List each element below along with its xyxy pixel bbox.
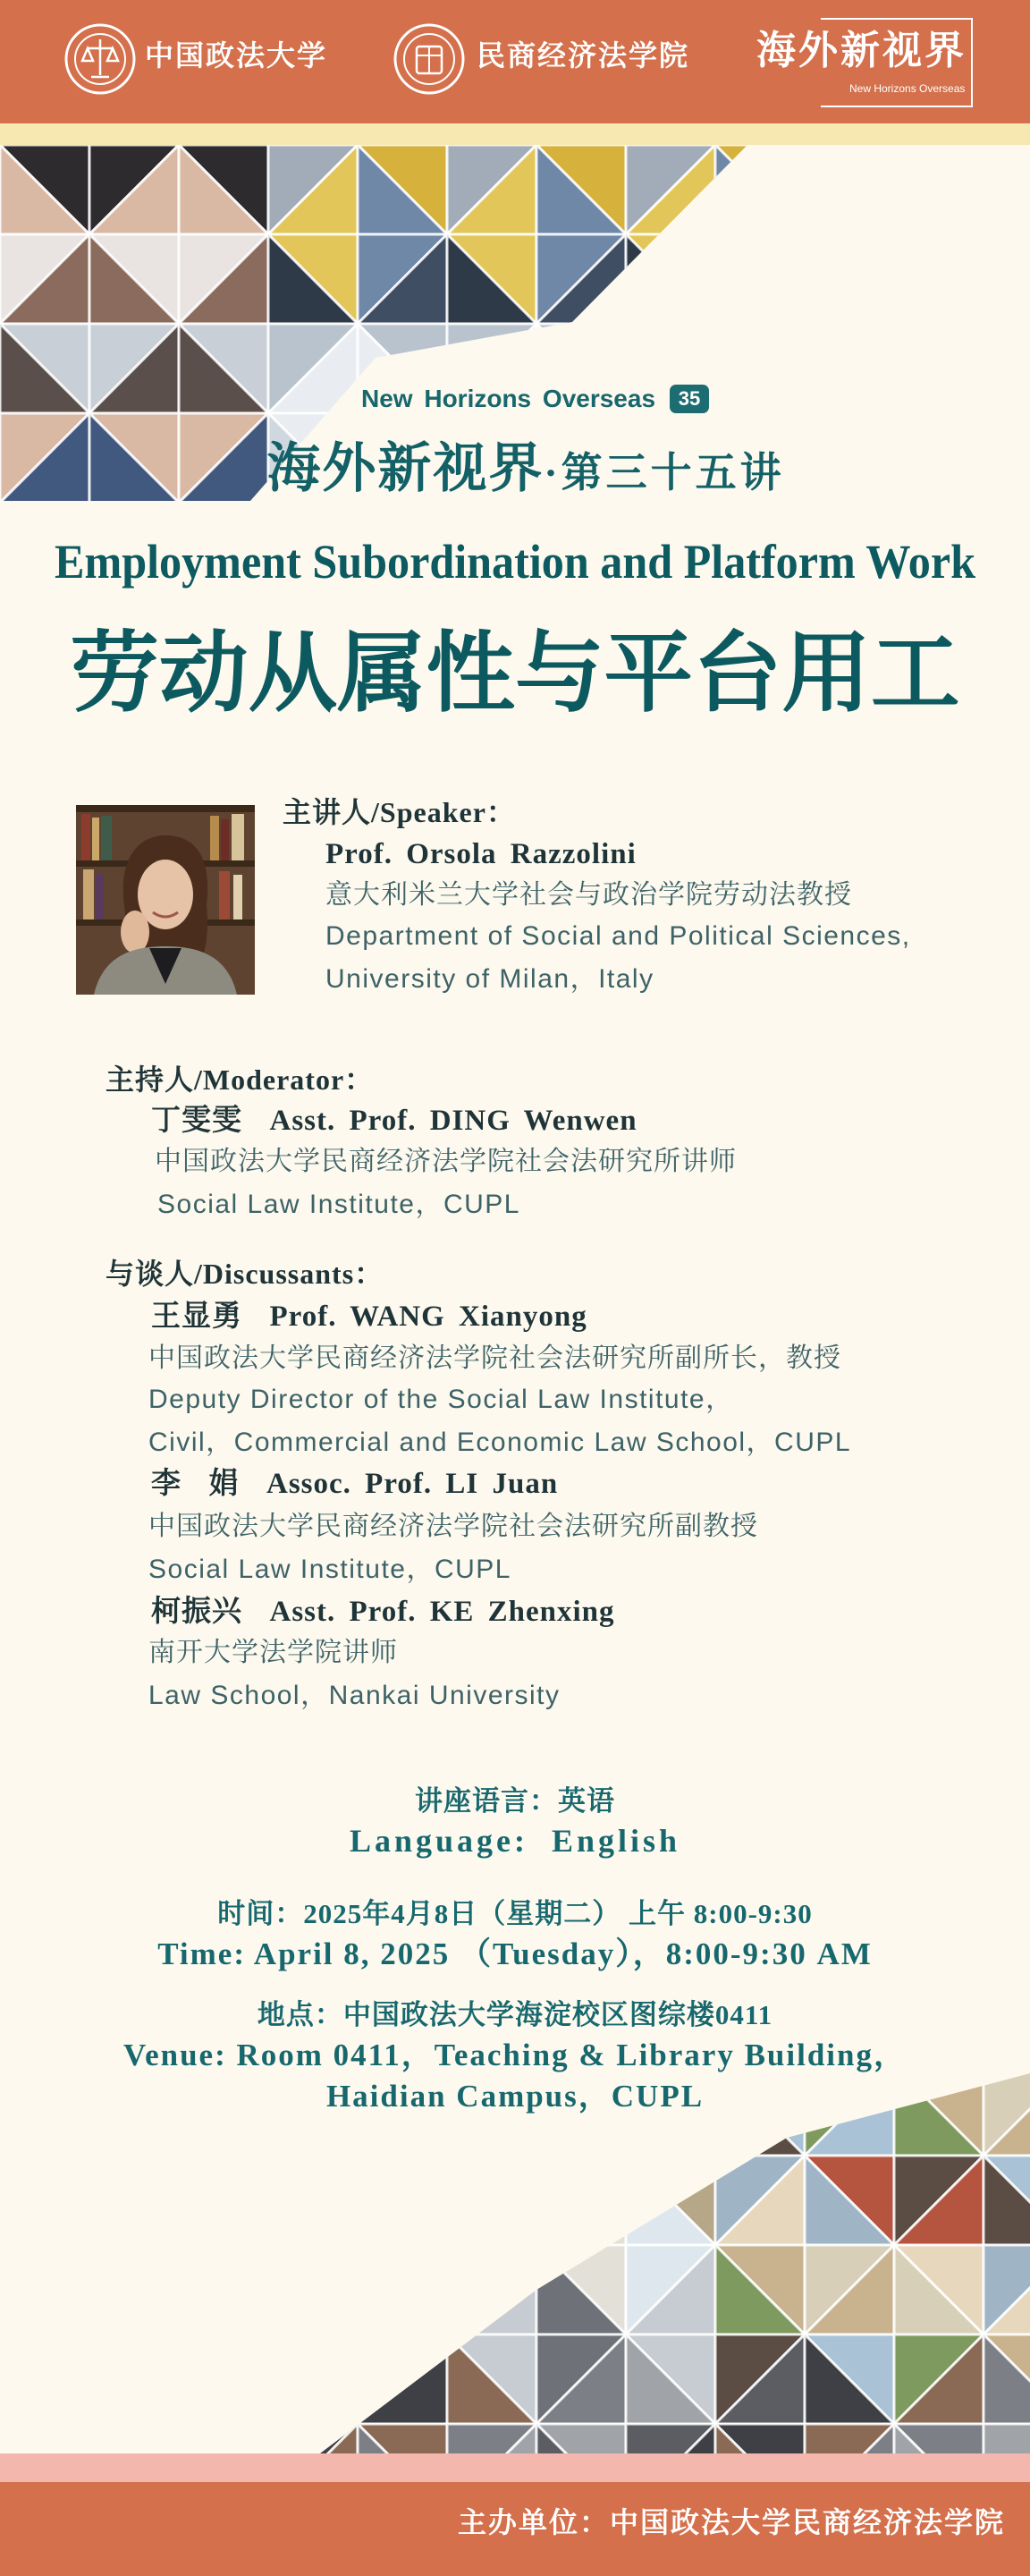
venue-cn: 地点：中国政法大学海淀校区图综楼0411 — [257, 1999, 773, 2030]
collage-tile — [447, 2156, 536, 2245]
speaker-label: 主讲人/Speaker： — [283, 796, 516, 828]
collage-tile — [894, 234, 984, 324]
series-title-cn — [0, 436, 1030, 501]
discussants-label: 与谈人/Discussants： — [106, 1258, 384, 1290]
moderator-name: 丁雯雯 Asst. Prof. DING Wenwen — [151, 1105, 637, 1137]
collage-tile — [715, 234, 805, 324]
collage-tile — [89, 2424, 179, 2453]
collage-tile — [358, 2156, 447, 2245]
collage-tile — [179, 2334, 268, 2424]
collage-tile — [715, 324, 805, 413]
moderator-affiliation-cn: 中国政法大学民商经济法学院社会法研究所讲师 — [155, 1147, 737, 1176]
collage-tile — [715, 145, 805, 234]
speaker-name: Prof. Orsola Razzolini — [325, 838, 637, 870]
collage-tile — [179, 2424, 268, 2453]
collage-tile — [894, 324, 984, 413]
collage-tile — [805, 2066, 894, 2156]
collage-tile — [805, 234, 894, 324]
collage-tile — [715, 2066, 805, 2156]
collage-tile — [805, 324, 894, 413]
collage-tile — [179, 2424, 268, 2453]
collage-tile — [0, 2066, 89, 2156]
discussant-affiliation: 中国政法大学民商经济法学院社会法研究所副所长，教授 — [148, 1343, 841, 1373]
collage-tile — [89, 2245, 179, 2334]
collage-tile — [89, 2066, 179, 2156]
collage-tile — [715, 324, 805, 413]
photo-collage-bottom — [0, 2066, 1030, 2453]
collage-tile — [179, 2245, 268, 2334]
collage-tile — [0, 2066, 89, 2156]
collage-tile — [447, 2066, 536, 2156]
collage-tile — [89, 2245, 179, 2334]
collage-tile — [0, 2334, 89, 2424]
header-strip — [0, 123, 1030, 145]
collage-tile — [358, 2334, 447, 2424]
time-cn: 时间：2025年4月8日（星期二） 上午 8:00-9:30 — [217, 1898, 813, 1929]
collage-tile — [268, 2334, 358, 2424]
collage-tile — [358, 2066, 447, 2156]
collage-tile — [536, 2066, 626, 2156]
collage-tile — [715, 234, 805, 324]
collage-tile — [447, 2066, 536, 2156]
collage-tile — [894, 145, 984, 234]
discussant-affiliation: 南开大学法学院讲师 — [148, 1638, 398, 1667]
time-en: Time: April 8, 2025 （Tuesday），8:00-9:30 AM — [157, 1936, 873, 1971]
series-name-cn: 海外新视界 — [266, 439, 545, 498]
venue-en-line-2: Haidian Campus，CUPL — [325, 2079, 705, 2114]
collage-tile — [894, 234, 984, 324]
collage-tile — [805, 145, 894, 234]
collage-tile — [179, 2334, 268, 2424]
collage-tile — [268, 2245, 358, 2334]
discussant-affiliation: 中国政法大学民商经济法学院社会法研究所副教授 — [148, 1512, 758, 1541]
collage-tile — [0, 2156, 89, 2245]
collage-tile — [358, 2066, 447, 2156]
discussant-affiliation: Law School，Nankai University — [148, 1681, 561, 1710]
collage-tile — [984, 145, 1030, 234]
collage-tile — [0, 2245, 89, 2334]
lecture-number-cn: ·第三十五讲 — [544, 450, 785, 496]
discussant-affiliation: Civil，Commercial and Economic Law School，CUPL — [148, 1428, 852, 1457]
collage-tile — [179, 2156, 268, 2245]
series-row — [361, 381, 709, 417]
footer-strip — [0, 2453, 1030, 2482]
collage-tile — [358, 2245, 447, 2334]
collage-tile — [984, 234, 1030, 324]
collage-tile — [89, 2156, 179, 2245]
speaker-affiliation-en-1: Department of Social and Political Sciences, — [325, 921, 911, 951]
collage-tile — [268, 2156, 358, 2245]
collage-tile — [536, 2156, 626, 2245]
discussant-name: 李 娟 Assoc. Prof. LI Juan — [151, 1468, 559, 1500]
collage-tile — [268, 2156, 358, 2245]
discussant-name: 王显勇 Prof. WANG Xianyong — [151, 1301, 587, 1333]
title-en-graphic — [0, 528, 1030, 599]
collage-tile — [268, 2334, 358, 2424]
collage-tile — [626, 2066, 715, 2156]
collage-tile — [268, 2424, 358, 2453]
moderator-label: 主持人/Moderator： — [106, 1063, 375, 1096]
collage-tile — [89, 2424, 179, 2453]
language-cn: 讲座语言：英语 — [415, 1785, 615, 1817]
collage-tile — [0, 2245, 89, 2334]
collage-tile — [447, 2245, 536, 2334]
language-en: Language: English — [349, 1823, 681, 1859]
collage-tile — [0, 2424, 89, 2453]
collage-tile — [179, 2066, 268, 2156]
collage-tile — [179, 2156, 268, 2245]
collage-tile — [89, 2334, 179, 2424]
collage-tile — [268, 2245, 358, 2334]
university-name: 中国政法大学 — [145, 39, 328, 72]
lecture-number-badge: 35 — [670, 385, 709, 413]
discussant-affiliation: Social Law Institute，CUPL — [148, 1555, 511, 1584]
collage-tile — [89, 2066, 179, 2156]
collage-tile — [536, 2066, 626, 2156]
discussant-affiliation: Deputy Director of the Social Law Institute， — [148, 1385, 734, 1414]
collage-tile — [447, 2156, 536, 2245]
collage-tile — [268, 2066, 358, 2156]
collage-tile — [626, 2066, 715, 2156]
university-logo-icon — [63, 21, 138, 97]
collage-tile — [89, 2156, 179, 2245]
speaker-affiliation-en-2: University of Milan，Italy — [325, 964, 654, 994]
speaker-affiliation-cn: 意大利米兰大学社会与政治学院劳动法教授 — [325, 880, 852, 910]
moderator-affiliation-en: Social Law Institute，CUPL — [157, 1190, 520, 1219]
collage-tile — [0, 2334, 89, 2424]
school-name: 民商经济法学院 — [477, 39, 690, 72]
collage-tile — [984, 324, 1030, 413]
collage-tile — [89, 2334, 179, 2424]
collage-tile — [805, 324, 894, 413]
brand-subtitle: New Horizons Overseas — [849, 82, 966, 95]
collage-tile — [0, 2424, 89, 2453]
collage-tile — [984, 324, 1030, 413]
collage-tile — [894, 145, 984, 234]
organizer: 主办单位：中国政法大学民商经济法学院 — [457, 2506, 1005, 2538]
collage-tile — [179, 2066, 268, 2156]
brand-title: 海外新视界 — [756, 29, 967, 72]
collage-tile — [805, 145, 894, 234]
discussant-name: 柯振兴 Asst. Prof. KE Zhenxing — [151, 1596, 615, 1628]
collage-tile — [626, 234, 715, 324]
collage-tile — [984, 145, 1030, 234]
collage-tile — [0, 2156, 89, 2245]
venue-en-line-1: Venue: Room 0411，Teaching & Library Building， — [123, 2038, 907, 2072]
collage-tile — [984, 2424, 1030, 2453]
collage-tile — [179, 2245, 268, 2334]
title-en: Employment Subordination and Platform Work — [55, 535, 975, 589]
title-cn-graphic — [0, 617, 1030, 724]
collage-tile — [805, 234, 894, 324]
collage-tile — [984, 234, 1030, 324]
speaker-photo — [76, 805, 255, 995]
collage-tile — [358, 2156, 447, 2245]
collage-tile — [894, 324, 984, 413]
title-cn: 劳动从属性与平台用工 — [70, 626, 960, 723]
collage-tile — [268, 2066, 358, 2156]
collage-tile — [358, 2245, 447, 2334]
collage-tile — [536, 2156, 626, 2245]
series-name-en: New Horizons Overseas — [361, 385, 656, 412]
school-logo-icon — [392, 21, 467, 97]
